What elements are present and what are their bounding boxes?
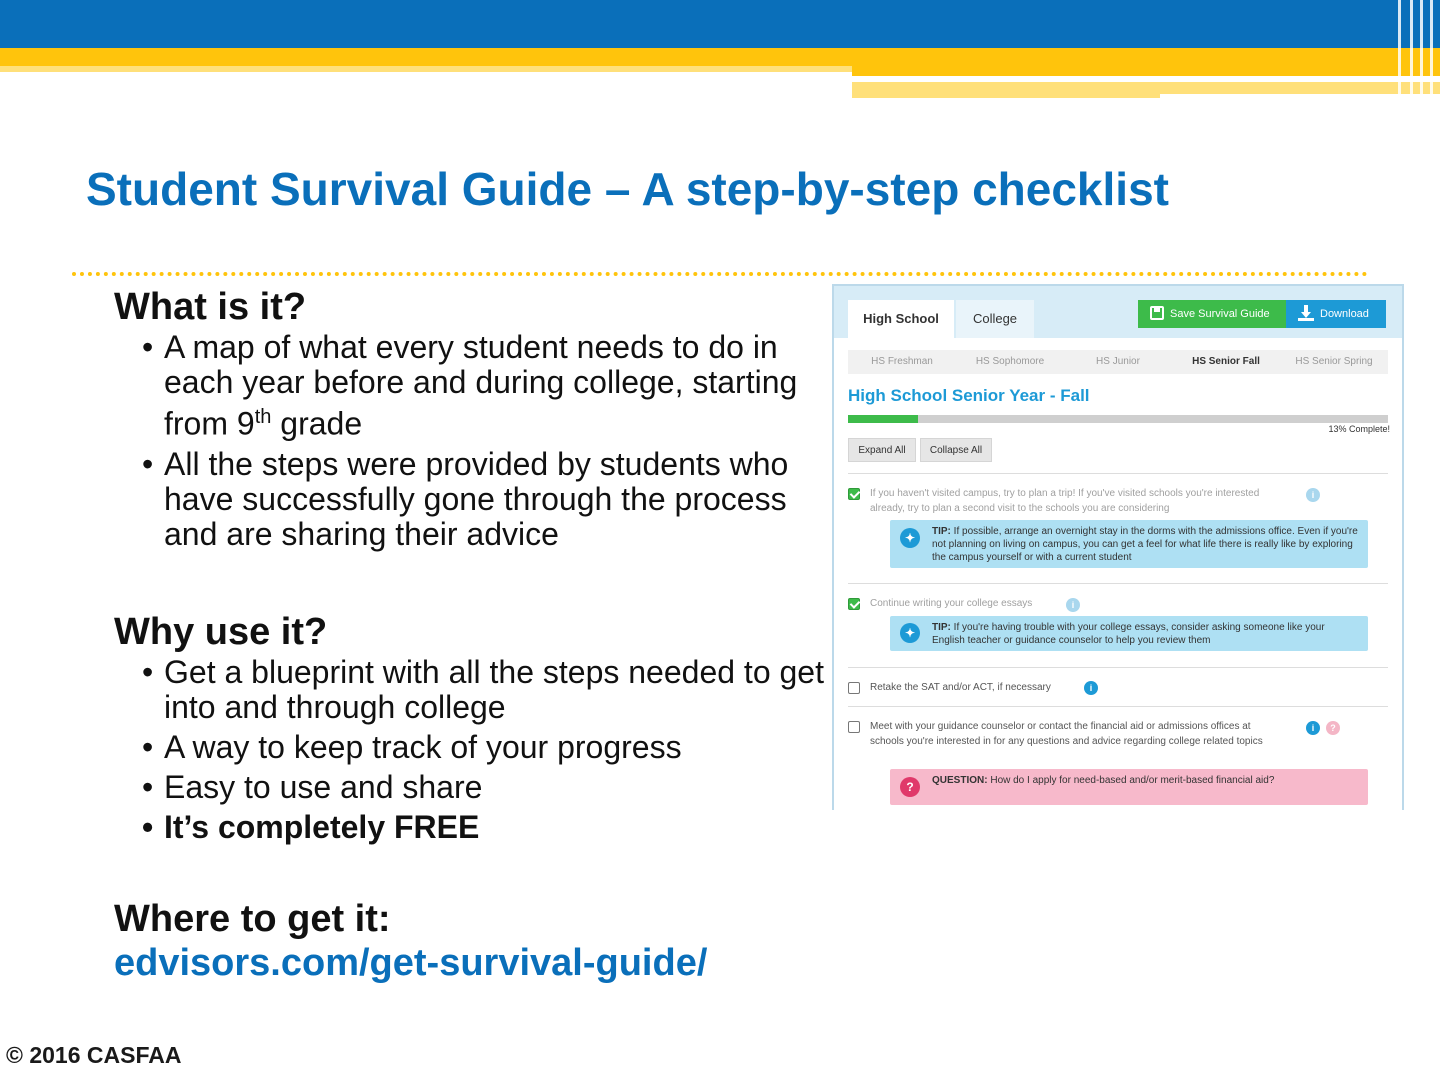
- info-icon[interactable]: i: [1066, 598, 1080, 612]
- info-icon[interactable]: i: [1084, 681, 1098, 695]
- tab-college[interactable]: College: [956, 300, 1034, 338]
- question-mark-icon: ?: [900, 777, 920, 797]
- item-text: If you haven't visited campus, try to plan a trip! If you've visited schools you're interested already, try to plan a second visit to the schools you are considering: [870, 488, 1260, 514]
- section-heading-what: What is it?: [114, 286, 307, 328]
- year-subtabs: [848, 350, 1388, 374]
- bullet-item: • A way to keep track of your progress: [142, 730, 834, 765]
- section-heading-where: Where to get it:: [114, 897, 391, 940]
- checklist-item: [848, 680, 1388, 700]
- bullet-item: • Get a blueprint with all the steps needed to get into and through college: [142, 655, 834, 725]
- subtab-hs-senior-spring[interactable]: HS Senior Spring: [1295, 356, 1373, 367]
- title-divider: [72, 272, 1368, 276]
- header-bar-yellow-right: [852, 66, 1440, 76]
- progress-bar-fill: [848, 415, 918, 423]
- checkbox[interactable]: [848, 721, 860, 733]
- header-stripes: [1392, 0, 1440, 98]
- subtab-hs-senior-fall[interactable]: HS Senior Fall: [1192, 356, 1260, 367]
- info-icon[interactable]: i: [1306, 488, 1320, 502]
- bullet-item: • It’s completely FREE: [142, 810, 834, 845]
- lightbulb-icon: ✦: [900, 528, 920, 548]
- tab-high-school[interactable]: High School: [848, 300, 954, 338]
- checkbox[interactable]: [848, 682, 860, 694]
- checklist-item: [848, 486, 1388, 576]
- bullet-list-what: [114, 330, 834, 552]
- question-box: ? QUESTION: How do I apply for need-based and/or merit-based financial aid?: [890, 769, 1368, 805]
- subtab-hs-freshman[interactable]: HS Freshman: [871, 356, 933, 367]
- checklist-item: [848, 596, 1388, 656]
- progress-bar: [848, 415, 1388, 423]
- item-divider: [848, 473, 1388, 474]
- item-text: Retake the SAT and/or ACT, if necessary: [870, 682, 1051, 693]
- info-icon[interactable]: i: [1306, 721, 1320, 735]
- header-bar-yellow: [0, 48, 1440, 66]
- item-text: Continue writing your college essays: [870, 598, 1033, 609]
- subtab-hs-sophomore[interactable]: HS Sophomore: [975, 356, 1045, 367]
- year-heading: High School Senior Year - Fall: [848, 386, 1090, 405]
- header-bar-yellow-light: [0, 66, 852, 72]
- save-survival-guide-button[interactable]: Save Survival Guide: [1138, 300, 1286, 328]
- item-divider: [848, 706, 1388, 707]
- header-bar-blue: [0, 0, 1440, 48]
- slide-content: [114, 284, 834, 984]
- survival-guide-app: [832, 284, 1404, 810]
- checklist-item: [848, 719, 1388, 809]
- download-icon: [1298, 305, 1314, 321]
- section-heading-why: Why use it?: [114, 610, 328, 653]
- download-button[interactable]: Download: [1286, 300, 1386, 328]
- collapse-all-button[interactable]: Collapse All: [920, 438, 992, 462]
- bullet-item: • Easy to use and share: [142, 770, 834, 805]
- tip-box: ✦ TIP: If you're having trouble with your college essays, consider asking someone like your English teacher or guidance counselor to help you review them: [890, 616, 1368, 651]
- question-icon[interactable]: ?: [1326, 721, 1340, 735]
- expand-all-button[interactable]: Expand All: [848, 438, 916, 462]
- tip-box: ✦ TIP: If possible, arrange an overnight stay in the dorms with the admissions office. Even if you're not planning on living on campus, you can get a feel for what life there is really like by exploring the campus yourself or with a current student: [890, 520, 1368, 568]
- checkbox[interactable]: [848, 488, 860, 500]
- survival-guide-link[interactable]: edvisors.com/get-survival-guide/: [114, 941, 708, 984]
- item-text: Meet with your guidance counselor or contact the financial aid or admissions offices at schools you're interested in for any questions and advice regarding college related topics: [870, 721, 1263, 747]
- bullet-item: • All the steps were provided by students who have successfully gone through the process and are sharing their advice: [142, 447, 834, 552]
- lightbulb-icon: ✦: [900, 623, 920, 643]
- save-icon: [1150, 306, 1164, 320]
- bullet-item: • A map of what every student needs to do in each year before and during college, starting from 9th grade: [142, 330, 834, 442]
- checkbox[interactable]: [848, 598, 860, 610]
- subtab-hs-junior[interactable]: HS Junior: [1096, 356, 1140, 367]
- slide-title: Student Survival Guide – A step-by-step checklist: [86, 163, 1169, 215]
- progress-label: 13% Complete!: [1328, 424, 1390, 434]
- item-divider: [848, 583, 1388, 584]
- item-divider: [848, 667, 1388, 668]
- copyright: © 2016 CASFAA: [6, 1042, 182, 1068]
- bullet-list-why: [114, 655, 834, 845]
